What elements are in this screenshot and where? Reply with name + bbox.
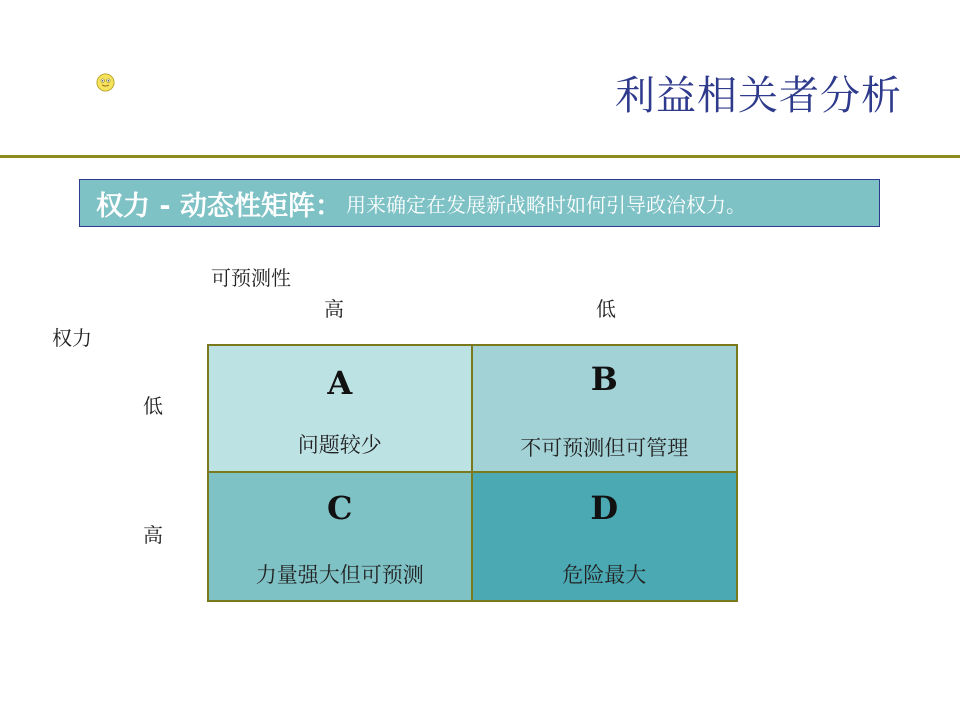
title-divider	[0, 155, 960, 158]
cell-c-text: 力量强大但可预测	[255, 563, 424, 587]
cell-d-letter: D	[590, 489, 619, 527]
banner-description: 用来确定在发展新战略时如何引导政治权力。	[346, 192, 747, 217]
y-axis-title: 权力	[52, 326, 92, 350]
power-dynamism-matrix	[207, 344, 738, 602]
matrix-cell-a	[209, 346, 473, 473]
cell-d-text: 危险最大	[562, 563, 647, 587]
cell-a-text: 问题较少	[297, 433, 382, 457]
matrix-cell-d	[473, 473, 737, 600]
smiley-icon	[96, 73, 115, 92]
cell-b-text: 不可预测但可管理	[520, 436, 689, 460]
x-axis-title: 可预测性	[211, 266, 291, 290]
x-axis-low-label: 低	[596, 297, 616, 321]
y-axis-low-label: 低	[143, 394, 163, 418]
cell-b-letter: B	[590, 360, 618, 398]
definition-banner	[79, 179, 880, 227]
x-axis-high-label: 高	[324, 297, 344, 321]
matrix-cell-b	[473, 346, 737, 473]
cell-a-letter: A	[327, 364, 353, 402]
cell-c-letter: C	[327, 489, 353, 527]
banner-heading: 权力 - 动态性矩阵：	[96, 190, 343, 222]
y-axis-high-label: 高	[143, 523, 163, 547]
matrix-cell-c	[209, 473, 473, 600]
slide-title: 利益相关者分析	[615, 73, 902, 119]
